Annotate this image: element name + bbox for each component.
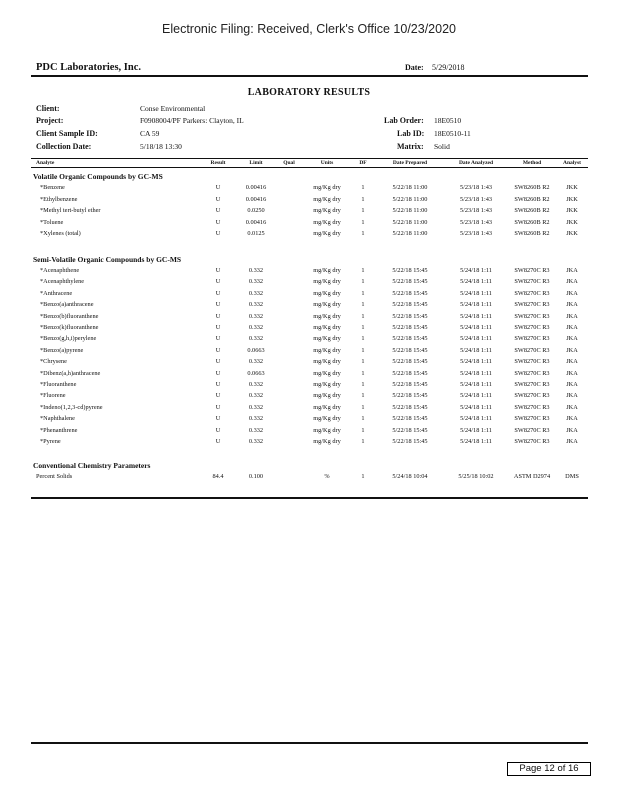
cell-units: mg/Kg dry bbox=[313, 207, 341, 215]
cell-analyst: JKA bbox=[566, 267, 578, 274]
cell-date-prepared: 5/22/18 15:45 bbox=[392, 392, 428, 400]
results-end-rule bbox=[31, 497, 588, 499]
cell-result: U bbox=[215, 426, 221, 434]
cell-date-analyzed: 5/24/18 1:11 bbox=[460, 369, 492, 377]
cell-limit: 0.332 bbox=[248, 426, 264, 434]
cell-df: 1 bbox=[361, 381, 365, 388]
cell-date-prepared: 5/22/18 15:45 bbox=[392, 369, 428, 377]
cell-date-analyzed: 5/24/18 1:11 bbox=[460, 335, 492, 343]
cell-df: 1 bbox=[361, 195, 365, 203]
page-title: LABORATORY RESULTS bbox=[247, 87, 371, 98]
cell-units: % bbox=[324, 473, 330, 480]
cell-limit: 0.332 bbox=[248, 335, 264, 343]
cell-limit: 0.0663 bbox=[247, 369, 265, 377]
column-header-date-analyzed: Date Analyzed bbox=[458, 160, 494, 166]
cell-limit: 0.00416 bbox=[245, 218, 267, 226]
cell-date-prepared: 5/22/18 15:45 bbox=[392, 346, 428, 354]
cell-units: mg/Kg dry bbox=[313, 184, 341, 191]
cell-units: mg/Kg dry bbox=[313, 358, 341, 366]
cell-analyte: *Phenanthrene bbox=[40, 426, 78, 434]
cell-df: 1 bbox=[361, 218, 365, 226]
cell-df: 1 bbox=[361, 267, 365, 274]
cell-limit: 0.332 bbox=[248, 278, 264, 286]
cell-date-analyzed: 5/24/18 1:11 bbox=[460, 346, 492, 354]
cell-method: SW8270C R3 bbox=[514, 312, 550, 320]
cell-units: mg/Kg dry bbox=[313, 195, 341, 203]
cell-analyst: JKK bbox=[566, 218, 578, 226]
cell-df: 1 bbox=[361, 207, 365, 215]
cell-date-prepared: 5/22/18 15:45 bbox=[392, 267, 428, 274]
cell-units: mg/Kg dry bbox=[313, 415, 341, 423]
column-header-result: Result bbox=[210, 160, 226, 166]
cell-date-prepared: 5/22/18 15:45 bbox=[392, 426, 428, 434]
cell-date-prepared: 5/22/18 15:45 bbox=[392, 289, 428, 297]
cell-analyte: *Benzo(b)fluoranthene bbox=[40, 312, 99, 320]
cell-units: mg/Kg dry bbox=[313, 301, 341, 309]
cell-limit: 0.332 bbox=[248, 312, 264, 320]
cell-date-prepared: 5/22/18 15:45 bbox=[392, 381, 428, 388]
cell-analyst: JKA bbox=[566, 312, 578, 320]
cell-analyst: JKA bbox=[566, 335, 578, 343]
cell-limit: 0.332 bbox=[248, 358, 264, 366]
cell-date-prepared: 5/22/18 15:45 bbox=[392, 403, 428, 411]
cell-result: U bbox=[215, 278, 221, 286]
cell-result: U bbox=[215, 335, 221, 343]
cell-date-prepared: 5/22/18 11:00 bbox=[392, 207, 428, 215]
cell-date-analyzed: 5/23/18 1:43 bbox=[459, 207, 492, 215]
cell-date-prepared: 5/24/18 10:04 bbox=[392, 473, 428, 480]
cell-date-prepared: 5/22/18 11:00 bbox=[392, 195, 428, 203]
lab-name: PDC Laboratories, Inc. bbox=[36, 62, 141, 73]
cell-analyte: *Benzene bbox=[40, 184, 65, 191]
cell-limit: 0.332 bbox=[248, 438, 264, 445]
cell-df: 1 bbox=[361, 324, 365, 331]
cell-result: U bbox=[215, 289, 221, 297]
cell-limit: 0.00416 bbox=[245, 184, 267, 191]
cell-result: U bbox=[215, 381, 221, 388]
cell-method: SW8270C R3 bbox=[514, 324, 550, 331]
cell-limit: 0.0663 bbox=[247, 346, 265, 354]
cell-result: U bbox=[215, 369, 221, 377]
cell-analyte: *Indeno(1,2,3-cd)pyrene bbox=[40, 403, 103, 411]
cell-df: 1 bbox=[361, 301, 365, 309]
cell-analyst: JKA bbox=[566, 346, 578, 354]
column-header-rule-top bbox=[31, 158, 588, 159]
cell-analyst: JKA bbox=[566, 403, 578, 411]
cell-date-analyzed: 5/24/18 1:11 bbox=[460, 289, 492, 297]
cell-date-analyzed: 5/24/18 1:11 bbox=[460, 278, 492, 286]
cell-df: 1 bbox=[361, 426, 365, 434]
cell-analyst: JKA bbox=[566, 381, 578, 388]
cell-method: SW8270C R3 bbox=[514, 369, 550, 377]
project-label: Project: bbox=[36, 116, 64, 125]
cell-result: U bbox=[215, 267, 221, 274]
cell-method: SW8270C R3 bbox=[514, 267, 550, 274]
cell-result: U bbox=[215, 301, 221, 309]
cell-analyst: JKK bbox=[566, 195, 578, 203]
cell-units: mg/Kg dry bbox=[313, 346, 341, 354]
cell-df: 1 bbox=[361, 392, 365, 400]
cell-date-analyzed: 5/23/18 1:43 bbox=[459, 184, 492, 191]
cell-analyte: *Acenaphthylene bbox=[40, 278, 85, 286]
cell-units: mg/Kg dry bbox=[313, 278, 341, 286]
cell-analyte: *Benzo(g,h,i)perylene bbox=[40, 335, 97, 343]
cell-analyst: JKA bbox=[566, 438, 578, 445]
cell-limit: 0.100 bbox=[248, 473, 264, 480]
page-number: Page 12 of 16 bbox=[507, 762, 591, 776]
cell-date-analyzed: 5/24/18 1:11 bbox=[460, 358, 492, 366]
cell-analyte: *Ethylbenzene bbox=[40, 195, 78, 203]
cell-analyte: *Xylenes (total) bbox=[40, 230, 81, 238]
collection-date-label: Collection Date: bbox=[36, 142, 92, 151]
cell-df: 1 bbox=[361, 473, 365, 480]
cell-method: SW8270C R3 bbox=[514, 358, 550, 366]
cell-result: U bbox=[215, 207, 221, 215]
column-header-method: Method bbox=[522, 160, 542, 166]
client-sample-label: Client Sample ID: bbox=[36, 129, 98, 138]
lab-id-value: 18E0510-11 bbox=[434, 129, 471, 138]
cell-df: 1 bbox=[361, 278, 365, 286]
header-rule bbox=[31, 75, 588, 77]
cell-analyst: JKA bbox=[566, 278, 578, 286]
cell-date-prepared: 5/22/18 15:45 bbox=[392, 278, 428, 286]
cell-analyte: *Benzo(a)anthracene bbox=[40, 301, 94, 309]
section-title: Conventional Chemistry Parameters bbox=[33, 461, 151, 470]
cell-date-analyzed: 5/25/18 10:02 bbox=[458, 473, 494, 480]
column-header-qual: Qual bbox=[283, 160, 295, 166]
cell-result: 84.4 bbox=[212, 473, 224, 480]
footer-rule bbox=[31, 742, 588, 744]
cell-df: 1 bbox=[361, 184, 365, 191]
cell-limit: 0.332 bbox=[248, 403, 264, 411]
cell-result: U bbox=[215, 392, 221, 400]
cell-method: ASTM D2974 bbox=[513, 473, 551, 480]
cell-method: SW8260B R2 bbox=[514, 184, 550, 191]
cell-df: 1 bbox=[361, 358, 365, 366]
cell-analyte: *Chrysene bbox=[40, 358, 67, 366]
matrix-value: Solid bbox=[434, 142, 450, 151]
cell-limit: 0.00416 bbox=[245, 195, 267, 203]
cell-limit: 0.332 bbox=[248, 381, 264, 388]
cell-date-analyzed: 5/24/18 1:11 bbox=[460, 426, 492, 434]
cell-result: U bbox=[215, 403, 221, 411]
cell-analyst: JKA bbox=[566, 289, 578, 297]
cell-df: 1 bbox=[361, 312, 365, 320]
column-header-date-prepared: Date Prepared bbox=[392, 160, 428, 166]
cell-date-prepared: 5/22/18 15:45 bbox=[392, 324, 428, 331]
cell-units: mg/Kg dry bbox=[313, 218, 341, 226]
cell-analyte: *Acenaphthene bbox=[40, 267, 80, 274]
client-sample-value: CA 59 bbox=[140, 129, 160, 138]
lab-order-label: Lab Order: bbox=[384, 116, 424, 125]
column-header-rule-bottom bbox=[31, 167, 588, 168]
column-header-analyte: Analyte bbox=[36, 160, 55, 166]
cell-method: SW8260B R2 bbox=[514, 218, 550, 226]
cell-limit: 0.332 bbox=[248, 301, 264, 309]
cell-date-prepared: 5/22/18 15:45 bbox=[392, 415, 428, 423]
cell-analyst: JKK bbox=[566, 184, 578, 191]
cell-result: U bbox=[215, 358, 221, 366]
cell-method: SW8270C R3 bbox=[514, 289, 550, 297]
cell-units: mg/Kg dry bbox=[313, 369, 341, 377]
cell-df: 1 bbox=[361, 289, 365, 297]
cell-analyte: *Pyrene bbox=[40, 438, 61, 445]
cell-analyst: JKA bbox=[566, 426, 578, 434]
cell-date-analyzed: 5/24/18 1:11 bbox=[460, 403, 492, 411]
cell-result: U bbox=[215, 218, 221, 226]
cell-df: 1 bbox=[361, 438, 365, 445]
cell-method: SW8270C R3 bbox=[514, 438, 550, 445]
cell-units: mg/Kg dry bbox=[313, 426, 341, 434]
section-title: Volatile Organic Compounds by GC-MS bbox=[33, 172, 163, 181]
cell-df: 1 bbox=[361, 230, 365, 238]
cell-method: SW8260B R2 bbox=[514, 230, 550, 238]
column-header-units: Units bbox=[320, 160, 334, 166]
matrix-label: Matrix: bbox=[397, 142, 424, 151]
cell-analyst: DMS bbox=[565, 473, 579, 480]
cell-result: U bbox=[215, 195, 221, 203]
cell-result: U bbox=[215, 324, 221, 331]
cell-method: SW8270C R3 bbox=[514, 392, 550, 400]
cell-analyte: *Anthracene bbox=[40, 289, 73, 297]
client-label: Client: bbox=[36, 104, 60, 113]
cell-analyte: *Benzo(a)pyrene bbox=[40, 346, 84, 354]
cell-method: SW8270C R3 bbox=[514, 301, 550, 309]
cell-limit: 0.332 bbox=[248, 324, 264, 331]
cell-units: mg/Kg dry bbox=[313, 403, 341, 411]
cell-method: SW8270C R3 bbox=[514, 335, 550, 343]
cell-method: SW8260B R2 bbox=[514, 195, 550, 203]
lab-order-value: 18E0510 bbox=[434, 116, 462, 125]
cell-date-prepared: 5/22/18 15:45 bbox=[392, 335, 428, 343]
cell-limit: 0.332 bbox=[248, 415, 264, 423]
cell-analyst: JKA bbox=[566, 301, 578, 309]
cell-method: SW8270C R3 bbox=[514, 346, 550, 354]
cell-analyst: JKA bbox=[566, 324, 578, 331]
cell-units: mg/Kg dry bbox=[313, 438, 341, 445]
cell-analyst: JKK bbox=[566, 230, 578, 238]
cell-date-analyzed: 5/24/18 1:11 bbox=[460, 415, 492, 423]
cell-date-analyzed: 5/24/18 1:11 bbox=[460, 312, 492, 320]
cell-result: U bbox=[215, 312, 221, 320]
cell-df: 1 bbox=[361, 335, 365, 343]
cell-date-prepared: 5/22/18 15:45 bbox=[392, 438, 428, 445]
cell-analyte: *Dibenz(a,h)anthracene bbox=[40, 369, 101, 377]
electronic-filing-banner: Electronic Filing: Received, Clerk's Office 10/23/2020 bbox=[162, 22, 456, 36]
lab-id-label: Lab ID: bbox=[397, 129, 425, 138]
cell-method: SW8270C R3 bbox=[514, 381, 550, 388]
cell-date-prepared: 5/22/18 15:45 bbox=[392, 301, 428, 309]
cell-analyst: JKA bbox=[566, 392, 578, 400]
cell-date-analyzed: 5/24/18 1:11 bbox=[460, 381, 492, 388]
cell-analyte: *Methyl tert-butyl ether bbox=[40, 207, 101, 215]
cell-date-analyzed: 5/24/18 1:11 bbox=[460, 392, 492, 400]
column-header-df: DF bbox=[359, 160, 367, 166]
cell-date-prepared: 5/22/18 11:00 bbox=[392, 184, 428, 191]
cell-date-prepared: 5/22/18 11:00 bbox=[392, 218, 428, 226]
cell-method: SW8270C R3 bbox=[514, 426, 550, 434]
cell-df: 1 bbox=[361, 415, 365, 423]
cell-limit: 0.0125 bbox=[247, 230, 265, 238]
client-value: Conse Environmental bbox=[140, 104, 206, 113]
cell-analyte: Percent Solids bbox=[36, 473, 73, 480]
cell-analyst: JKA bbox=[566, 415, 578, 423]
column-header-limit: Limit bbox=[249, 160, 263, 166]
cell-date-analyzed: 5/23/18 1:43 bbox=[459, 218, 492, 226]
cell-analyst: JKA bbox=[566, 369, 578, 377]
cell-result: U bbox=[215, 346, 221, 354]
project-value: F0908004/PF Parkers: Clayton, IL bbox=[140, 116, 244, 125]
cell-date-analyzed: 5/24/18 1:11 bbox=[460, 301, 492, 309]
cell-method: SW8270C R3 bbox=[514, 278, 550, 286]
cell-date-prepared: 5/22/18 15:45 bbox=[392, 358, 428, 366]
cell-units: mg/Kg dry bbox=[313, 324, 341, 331]
cell-df: 1 bbox=[361, 346, 365, 354]
cell-analyte: *Toluene bbox=[40, 218, 64, 226]
cell-units: mg/Kg dry bbox=[313, 381, 341, 388]
report-date-label: Date: bbox=[405, 63, 424, 72]
cell-date-analyzed: 5/23/18 1:43 bbox=[459, 195, 492, 203]
cell-date-analyzed: 5/23/18 1:43 bbox=[459, 230, 492, 238]
column-header-analyst: Analyst bbox=[562, 160, 582, 166]
cell-limit: 0.0250 bbox=[247, 207, 265, 215]
cell-units: mg/Kg dry bbox=[313, 312, 341, 320]
cell-method: SW8260B R2 bbox=[514, 207, 550, 215]
cell-date-prepared: 5/22/18 11:00 bbox=[392, 230, 428, 238]
cell-limit: 0.332 bbox=[248, 267, 264, 274]
cell-result: U bbox=[215, 184, 221, 191]
cell-units: mg/Kg dry bbox=[313, 230, 341, 238]
section-title: Semi-Volatile Organic Compounds by GC-MS bbox=[33, 255, 182, 264]
cell-units: mg/Kg dry bbox=[313, 267, 341, 274]
collection-date-value: 5/18/18 13:30 bbox=[140, 142, 182, 151]
cell-method: SW8270C R3 bbox=[514, 415, 550, 423]
cell-limit: 0.332 bbox=[248, 289, 264, 297]
cell-result: U bbox=[215, 415, 221, 423]
cell-df: 1 bbox=[361, 403, 365, 411]
cell-date-analyzed: 5/24/18 1:11 bbox=[460, 267, 492, 274]
cell-units: mg/Kg dry bbox=[313, 392, 341, 400]
cell-date-prepared: 5/22/18 15:45 bbox=[392, 312, 428, 320]
cell-analyte: *Benzo(k)fluoranthene bbox=[40, 324, 99, 331]
cell-date-analyzed: 5/24/18 1:11 bbox=[460, 324, 492, 331]
cell-analyst: JKA bbox=[566, 358, 578, 366]
cell-analyte: *Fluorene bbox=[40, 392, 66, 400]
cell-result: U bbox=[215, 230, 221, 238]
cell-limit: 0.332 bbox=[248, 392, 264, 400]
cell-units: mg/Kg dry bbox=[313, 289, 341, 297]
cell-analyte: *Fluoranthene bbox=[40, 381, 77, 388]
cell-date-analyzed: 5/24/18 1:11 bbox=[460, 438, 492, 445]
cell-method: SW8270C R3 bbox=[514, 403, 550, 411]
cell-units: mg/Kg dry bbox=[313, 335, 341, 343]
cell-analyte: *Naphthalene bbox=[40, 415, 75, 423]
report-date: 5/29/2018 bbox=[432, 63, 465, 72]
cell-df: 1 bbox=[361, 369, 365, 377]
cell-result: U bbox=[215, 438, 221, 445]
cell-analyst: JKK bbox=[566, 207, 578, 215]
